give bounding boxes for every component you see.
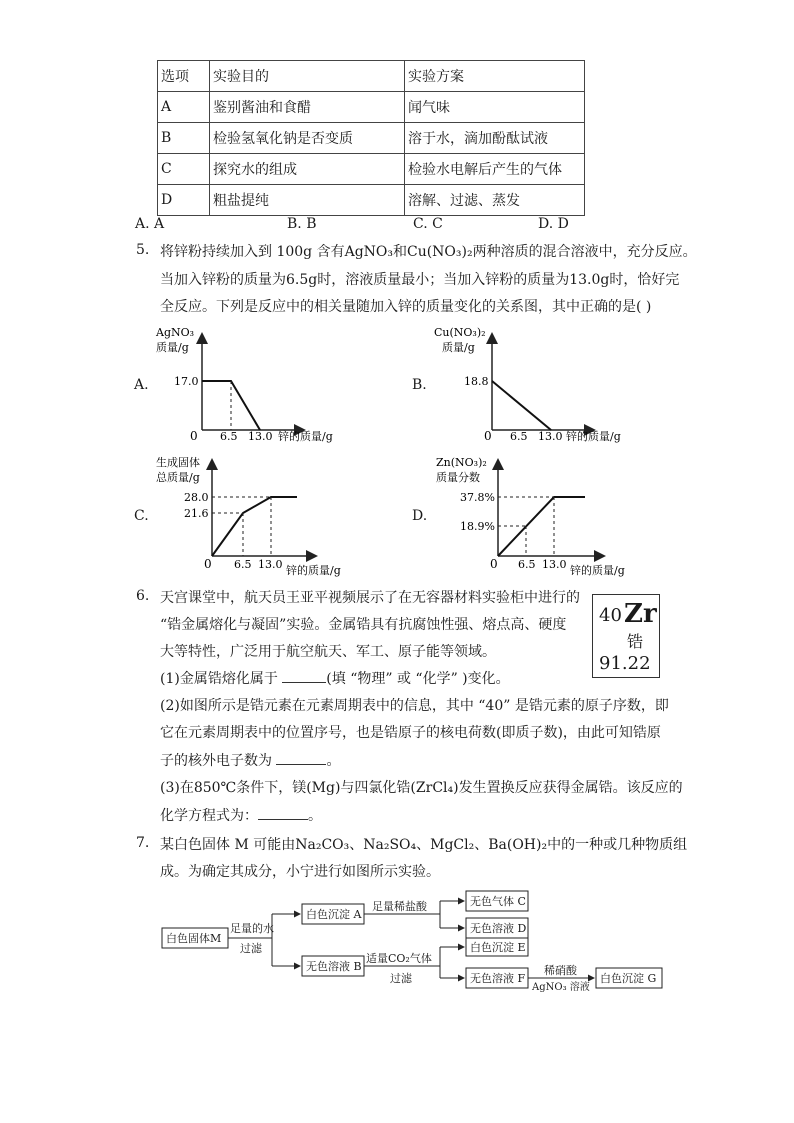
table-header-row [158,61,585,92]
q7-line: 成。为确定其成分，小宁进行如图所示实验。 [160,864,440,880]
y-label-2: 质量分数 [436,471,480,484]
x-label: 锌的质量/g [278,430,333,443]
option-label-c[interactable]: C. [134,508,149,524]
y-tick-label: 18.9% [460,520,495,533]
answer-choice-d[interactable]: D. D [538,216,569,232]
answer-choice-b[interactable]: B. B [287,216,317,232]
x-tick-label: 6.5 [510,430,528,443]
q6-line: “锆金属熔化与凝固”实验。金属锆具有抗腐蚀性强、熔点高、硬度 [160,617,567,633]
table-cell: 检验氢氧化钠是否变质 [210,123,405,154]
table-row [158,185,585,216]
flow-reagent: 过滤 [240,942,262,955]
answer-blank[interactable] [282,668,326,683]
flow-label-a: 白色沉淀 A [306,908,362,921]
x-tick-label: 13.0 [542,558,567,571]
table-cell: 检验水电解后产生的气体 [405,154,585,185]
flow-label-f: 无色溶液 F [470,972,526,985]
flow-reagent: 足量稀盐酸 [372,900,427,913]
flow-label-b: 无色溶液 B [306,960,362,973]
answer-blank[interactable] [258,805,308,820]
table-cell: 闻气味 [405,92,585,123]
element-card [592,594,660,678]
q6-line: 天宫课堂中，航天员王亚平视频展示了在无容器材料实验柜中进行的 [160,590,580,606]
table-row [158,123,585,154]
atomic-mass: 91.22 [599,653,651,674]
x-tick-label: 6.5 [234,558,252,571]
flow-label-c: 无色气体 C [470,895,526,908]
flow-label-start: 白色固体M [166,932,222,945]
q6-part2-line: 它在元素周期表中的位置序号，也是锆原子的核电荷数(即质子数)，由此可知锆原 [160,725,661,741]
y-label-1: Zn(NO₃)₂ [436,456,487,469]
q5-number: 5. [136,242,150,258]
origin-label: 0 [490,557,498,571]
y-tick-label: 17.0 [174,375,199,388]
y-label-1: 生成固体 [156,456,200,469]
q6-part2-post: 。 [326,753,341,769]
q6-part1 [160,668,510,689]
atomic-number: 40 [599,605,622,626]
q6-part3-post: 。 [308,808,322,824]
origin-label: 0 [204,557,212,571]
series-line [492,381,551,430]
q6-part2-line3 [160,750,340,771]
flowchart [160,890,670,994]
table-cell: 粗盐提纯 [210,185,405,216]
table-header-cell: 实验方案 [405,61,585,92]
table-cell: C [158,154,210,185]
graph-b [430,322,630,444]
graph-a [150,322,350,444]
flow-label-d: 无色溶液 D [470,922,527,935]
q6-number: 6. [136,588,150,604]
q6-line: 大等特性，广泛用于航空航天、军工、原子能等领域。 [160,644,496,660]
q7-number: 7. [136,835,150,851]
q7-line: 某白色固体 M 可能由Na₂CO₃、Na₂SO₄、MgCl₂、Ba(OH)₂中的一种或几种物质组 [160,837,688,853]
q6-part3-line: (3)在850℃条件下，镁(Mg)与四氯化锆(ZrCl₄)发生置换反应获得金属锆。该反应的 [160,780,683,796]
option-label-d[interactable]: D. [412,508,428,524]
flow-reagent: 足量的水 [230,922,274,935]
q5-line: 全反应。下列是反应中的相关量随加入锌的质量变化的关系图，其中正确的是( ) [160,299,652,315]
flow-label-g: 白色沉淀 G [600,972,657,985]
table-row [158,92,585,123]
table-header-cell: 选项 [158,61,210,92]
table-cell: 鉴别酱油和食醋 [210,92,405,123]
answer-choice-c[interactable]: C. C [413,216,443,232]
option-label-b[interactable]: B. [412,377,427,393]
q6-part3-line2 [160,805,322,826]
table-cell: 溶于水，滴加酚酞试液 [405,123,585,154]
options-table [157,60,585,216]
x-tick-label: 6.5 [220,430,238,443]
table-cell: 探究水的组成 [210,154,405,185]
y-label-2: 质量/g [442,341,475,354]
x-tick-label: 13.0 [248,430,273,443]
q5-line: 当加入锌粉的质量为6.5g时，溶液质量最小；当加入锌粉的质量为13.0g时，恰好完 [160,272,680,288]
table-row [158,154,585,185]
y-label-2: 质量/g [156,341,189,354]
q6-part2-line: (2)如图所示是锆元素在元素周期表中的信息，其中 “40” 是锆元素的原子序数，即 [160,698,669,714]
q6-part1-post: (填 “物理” 或 “化学” )变化。 [326,671,510,687]
q6-part2-pre: 子的核外电子数为 [160,753,277,769]
element-symbol: Zr [624,599,657,629]
q5-line: 将锌粉持续加入到 100g 含有AgNO₃和Cu(NO₃)₂两种溶质的混合溶液中，充分反应。 [160,244,697,260]
x-label: 锌的质量/g [566,430,621,443]
y-tick-label: 21.6 [184,507,209,520]
y-tick-label: 37.8% [460,491,495,504]
x-tick-label: 13.0 [538,430,563,443]
series-line [212,497,297,556]
x-tick-label: 13.0 [258,558,283,571]
q6-part1-pre: (1)金属锆熔化属于 [160,671,283,687]
table-cell: D [158,185,210,216]
y-label-2: 总质量/g [156,471,200,484]
flow-reagent: 适量CO₂气体 [366,952,432,965]
option-label-a[interactable]: A. [134,377,149,393]
flow-reagent: AgNO₃ 溶液 [532,982,590,993]
graph-c [152,452,362,578]
x-label: 锌的质量/g [286,564,341,577]
x-label: 锌的质量/g [570,564,625,577]
origin-label: 0 [484,429,492,443]
flow-reagent: 稀硝酸 [544,964,577,977]
table-cell: B [158,123,210,154]
element-name: 锆 [627,632,644,651]
x-tick-label: 6.5 [518,558,536,571]
origin-label: 0 [190,429,198,443]
answer-blank[interactable] [276,750,326,765]
y-tick-label: 28.0 [184,491,209,504]
y-label-1: Cu(NO₃)₂ [434,326,486,339]
graph-d [430,452,645,578]
y-label-1: AgNO₃ [156,326,195,339]
table-header-cell: 实验目的 [210,61,405,92]
y-tick-label: 18.8 [464,375,489,388]
flow-label-e: 白色沉淀 E [470,941,526,954]
q6-part3-pre: 化学方程式为： [160,808,258,824]
answer-choice-a[interactable]: A. A [135,216,165,232]
table-cell: 溶解、过滤、蒸发 [405,185,585,216]
table-cell: A [158,92,210,123]
flow-reagent: 过滤 [390,972,412,985]
